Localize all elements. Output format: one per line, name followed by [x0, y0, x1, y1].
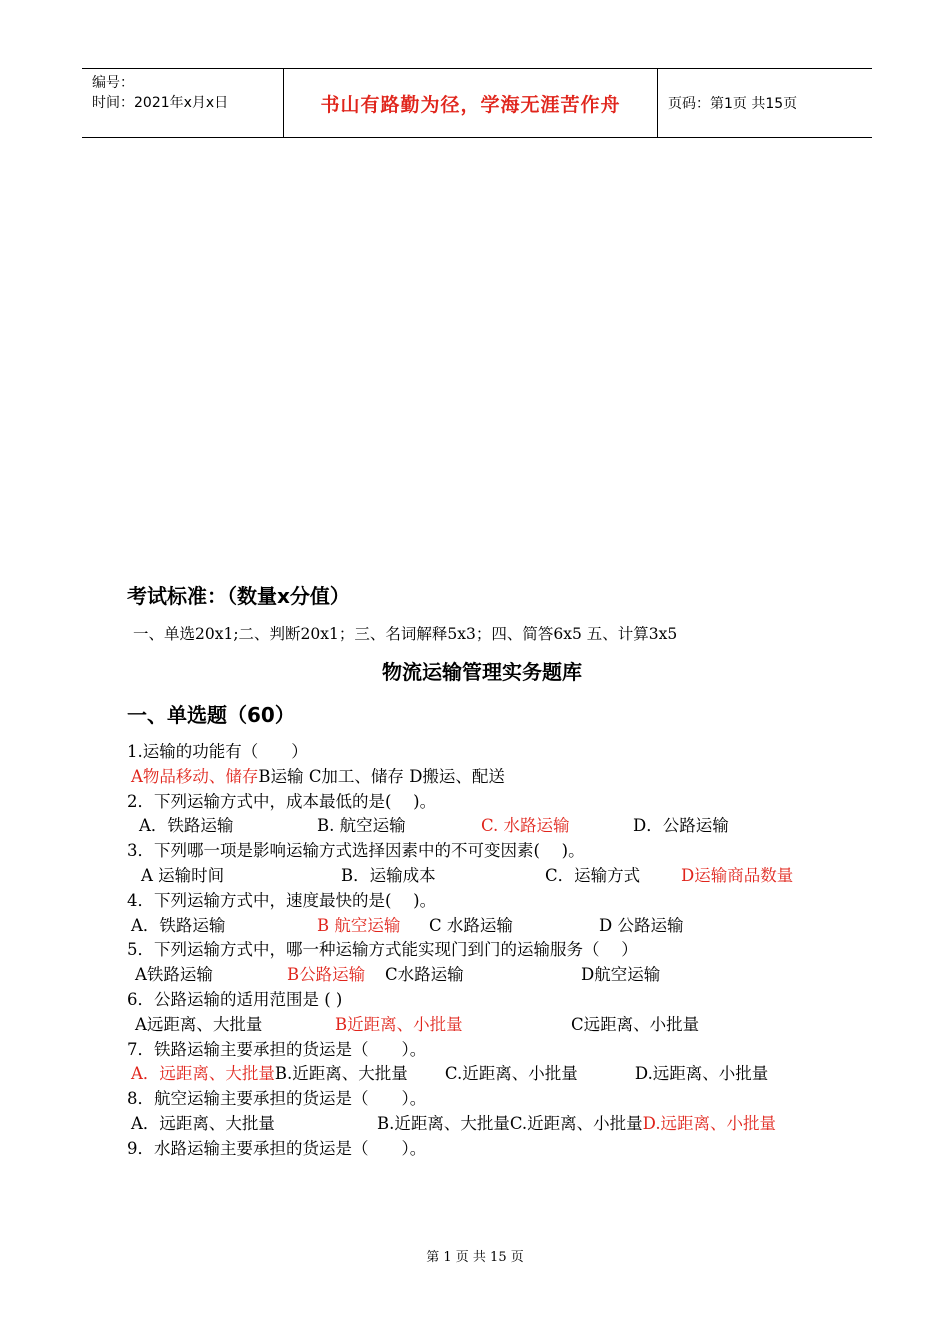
page-info: 页码：第1页 共15页 — [668, 96, 798, 112]
question-4: 4．下列运输方式中，速度最快的是( )。 — [127, 890, 437, 910]
document-title: 物流运输管理实务题库 — [382, 660, 582, 684]
options-2 — [127, 814, 837, 839]
exam-standard-title: 考试标准：（数量x分值） — [127, 584, 350, 608]
option-3d: D运输商品数量 — [681, 865, 794, 885]
header-table — [82, 68, 872, 138]
time-label: 时间：2021年x月x日 — [92, 95, 229, 111]
options-1 — [127, 765, 837, 790]
number-label: 编号： — [92, 75, 134, 91]
option-2b: B. 航空运输 — [317, 816, 406, 836]
option-5b: B公路运输 — [287, 965, 366, 985]
option-7c: C.近距离、小批量 — [444, 1064, 578, 1084]
option-2c: C. 水路运输 — [481, 816, 570, 836]
option-7d: D.远距离、小批量 — [634, 1064, 769, 1084]
question-1: 1.运输的功能有（ ） — [127, 742, 308, 761]
section-title: 一、单选题（60） — [127, 703, 295, 727]
option-6b: B近距离、小批量 — [335, 1014, 463, 1034]
option-2d: D．公路运输 — [633, 816, 729, 836]
option-5d: D航空运输 — [581, 965, 661, 985]
option-8b: B.近距离、大批量 — [377, 1113, 510, 1133]
question-7: 7．铁路运输主要承担的货运是（ ）。 — [127, 1039, 427, 1059]
options-8 — [127, 1112, 837, 1137]
options-3 — [127, 864, 837, 889]
options-5 — [127, 963, 837, 988]
option-5a: A铁路运输 — [135, 965, 213, 985]
question-8: 8．航空运输主要承担的货运是（ ）。 — [127, 1089, 427, 1109]
option-4d: D 公路运输 — [599, 915, 684, 935]
option-6c: C远距离、小批量 — [571, 1014, 700, 1034]
option-7a: A．远距离、大批量 — [131, 1064, 275, 1084]
option-1c: C加工、储存 — [308, 766, 404, 786]
header-info-cell — [82, 69, 284, 137]
option-8d: D.远距离、小批量 — [642, 1113, 777, 1133]
exam-standard-line: 一、单选20x1;二、判断20x1；三、名词解释5x3；四、简答6x5 五、计算3x5 — [133, 625, 678, 643]
option-4b: B 航空运输 — [317, 915, 401, 935]
options-4 — [127, 914, 837, 939]
page-info-cell — [658, 69, 872, 137]
option-4c: C 水路运输 — [429, 915, 513, 935]
option-3a: A 运输时间 — [141, 865, 225, 885]
options-7 — [127, 1062, 837, 1087]
question-9: 9．水路运输主要承担的货运是（ ）。 — [127, 1138, 427, 1158]
option-3b: B．运输成本 — [341, 865, 436, 885]
page-footer: 第 1 页 共 15 页 — [426, 1250, 524, 1265]
question-list — [127, 740, 837, 1162]
option-5c: C水路运输 — [385, 965, 464, 985]
options-6 — [127, 1013, 837, 1038]
option-4a: A．铁路运输 — [131, 915, 226, 935]
question-5: 5．下列运输方式中，哪一种运输方式能实现门到门的运输服务（ ） — [127, 940, 638, 960]
option-8a: A．远距离、大批量 — [131, 1113, 275, 1133]
document-body — [127, 580, 837, 1162]
option-8c: C.近距离、小批量 — [509, 1113, 643, 1133]
option-1a: A物品移动、储存 — [131, 766, 259, 786]
question-3: 3．下列哪一项是影响运输方式选择因素中的不可变因素( )。 — [127, 841, 585, 861]
motto: 书山有路勤为径，学海无涯苦作舟 — [320, 93, 621, 116]
option-1d: D搬运、配送 — [409, 766, 505, 786]
question-2: 2．下列运输方式中，成本最低的是( )。 — [127, 791, 437, 811]
option-1b: B运输 — [258, 766, 304, 786]
option-2a: A．铁路运输 — [139, 816, 234, 836]
option-3c: C．运输方式 — [545, 865, 641, 885]
option-6a: A远距离、大批量 — [135, 1014, 263, 1034]
motto-cell — [284, 69, 658, 137]
option-7b: B.近距离、大批量 — [274, 1064, 408, 1084]
question-6: 6．公路运输的适用范围是 ( ) — [127, 989, 343, 1009]
